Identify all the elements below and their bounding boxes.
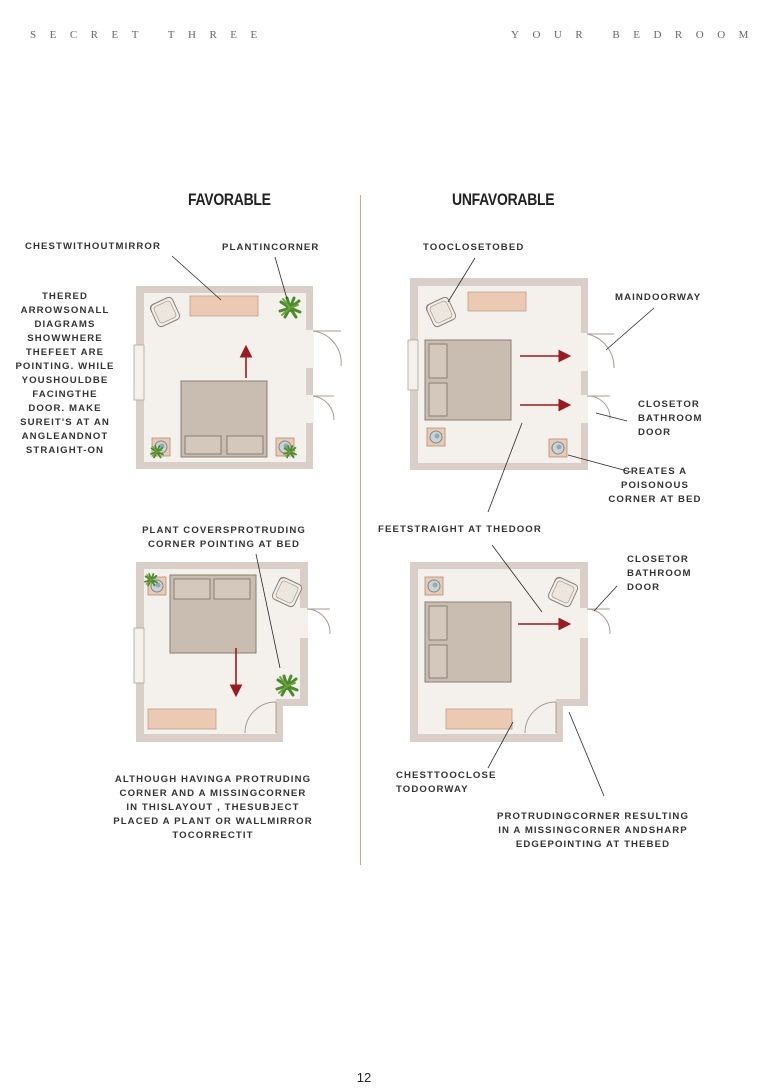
label-closet-door-top: CLOSETOR BATHROOM DOOR xyxy=(638,399,703,438)
label-protruding-corner-note: PROTRUDINGCORNER RESULTING IN A MISSINGCORNER ANDSHARP EDGEPOINTING AT THEBED xyxy=(496,811,690,850)
plan-favorable-bottom xyxy=(134,562,330,742)
section-label: SECRET THREE xyxy=(30,29,271,41)
plan-favorable-top xyxy=(134,286,341,469)
plan-unfavorable-bottom xyxy=(410,562,610,742)
unfavorable-heading: UNFAVORABLE xyxy=(452,190,555,209)
label-plant-in-corner: PLANTINCORNER xyxy=(222,242,320,253)
label-arrows-note: THERED ARROWSONALL DIAGRAMS SHOWWHERE THEFEET ARE POINTING. WHILE YOUSHOULDBE FACINGTHE DOOR. MAKE SUREIT'S AT AN ANGLEANDNOT STRAIGHT-ON xyxy=(15,291,115,456)
label-chest-without-mirror: CHESTWITHOUTMIRROR xyxy=(25,241,161,252)
page-number: 12 xyxy=(356,1070,372,1085)
label-main-doorway: MAINDOORWAY xyxy=(615,292,702,303)
label-feet-straight: FEETSTRAIGHT AT THEDOOR xyxy=(378,524,542,535)
label-poisonous-corner: CREATES A POISONOUS CORNER AT BED xyxy=(608,466,702,505)
label-plant-covers-corner: PLANT COVERSPROTRUDING CORNER POINTING AT BED xyxy=(142,525,306,550)
label-although-note: ALTHOUGH HAVINGA PROTRUDING CORNER AND A MISSINGCORNER IN THISLAYOUT , THESUBJECT PLACED A PLANT OR WALLMIRROR TOCORRECTIT xyxy=(113,774,313,841)
label-too-close-to-bed: TOOCLOSETOBED xyxy=(423,242,525,253)
favorable-heading: FAVORABLE xyxy=(188,190,271,209)
label-chest-too-close: CHESTTOOCLOSE TODOORWAY xyxy=(396,770,497,795)
label-closet-door-bottom: CLOSETOR BATHROOM DOOR xyxy=(627,554,692,593)
plan-unfavorable-top xyxy=(408,278,614,470)
topic-label: YOUR BEDROOM xyxy=(511,29,762,41)
